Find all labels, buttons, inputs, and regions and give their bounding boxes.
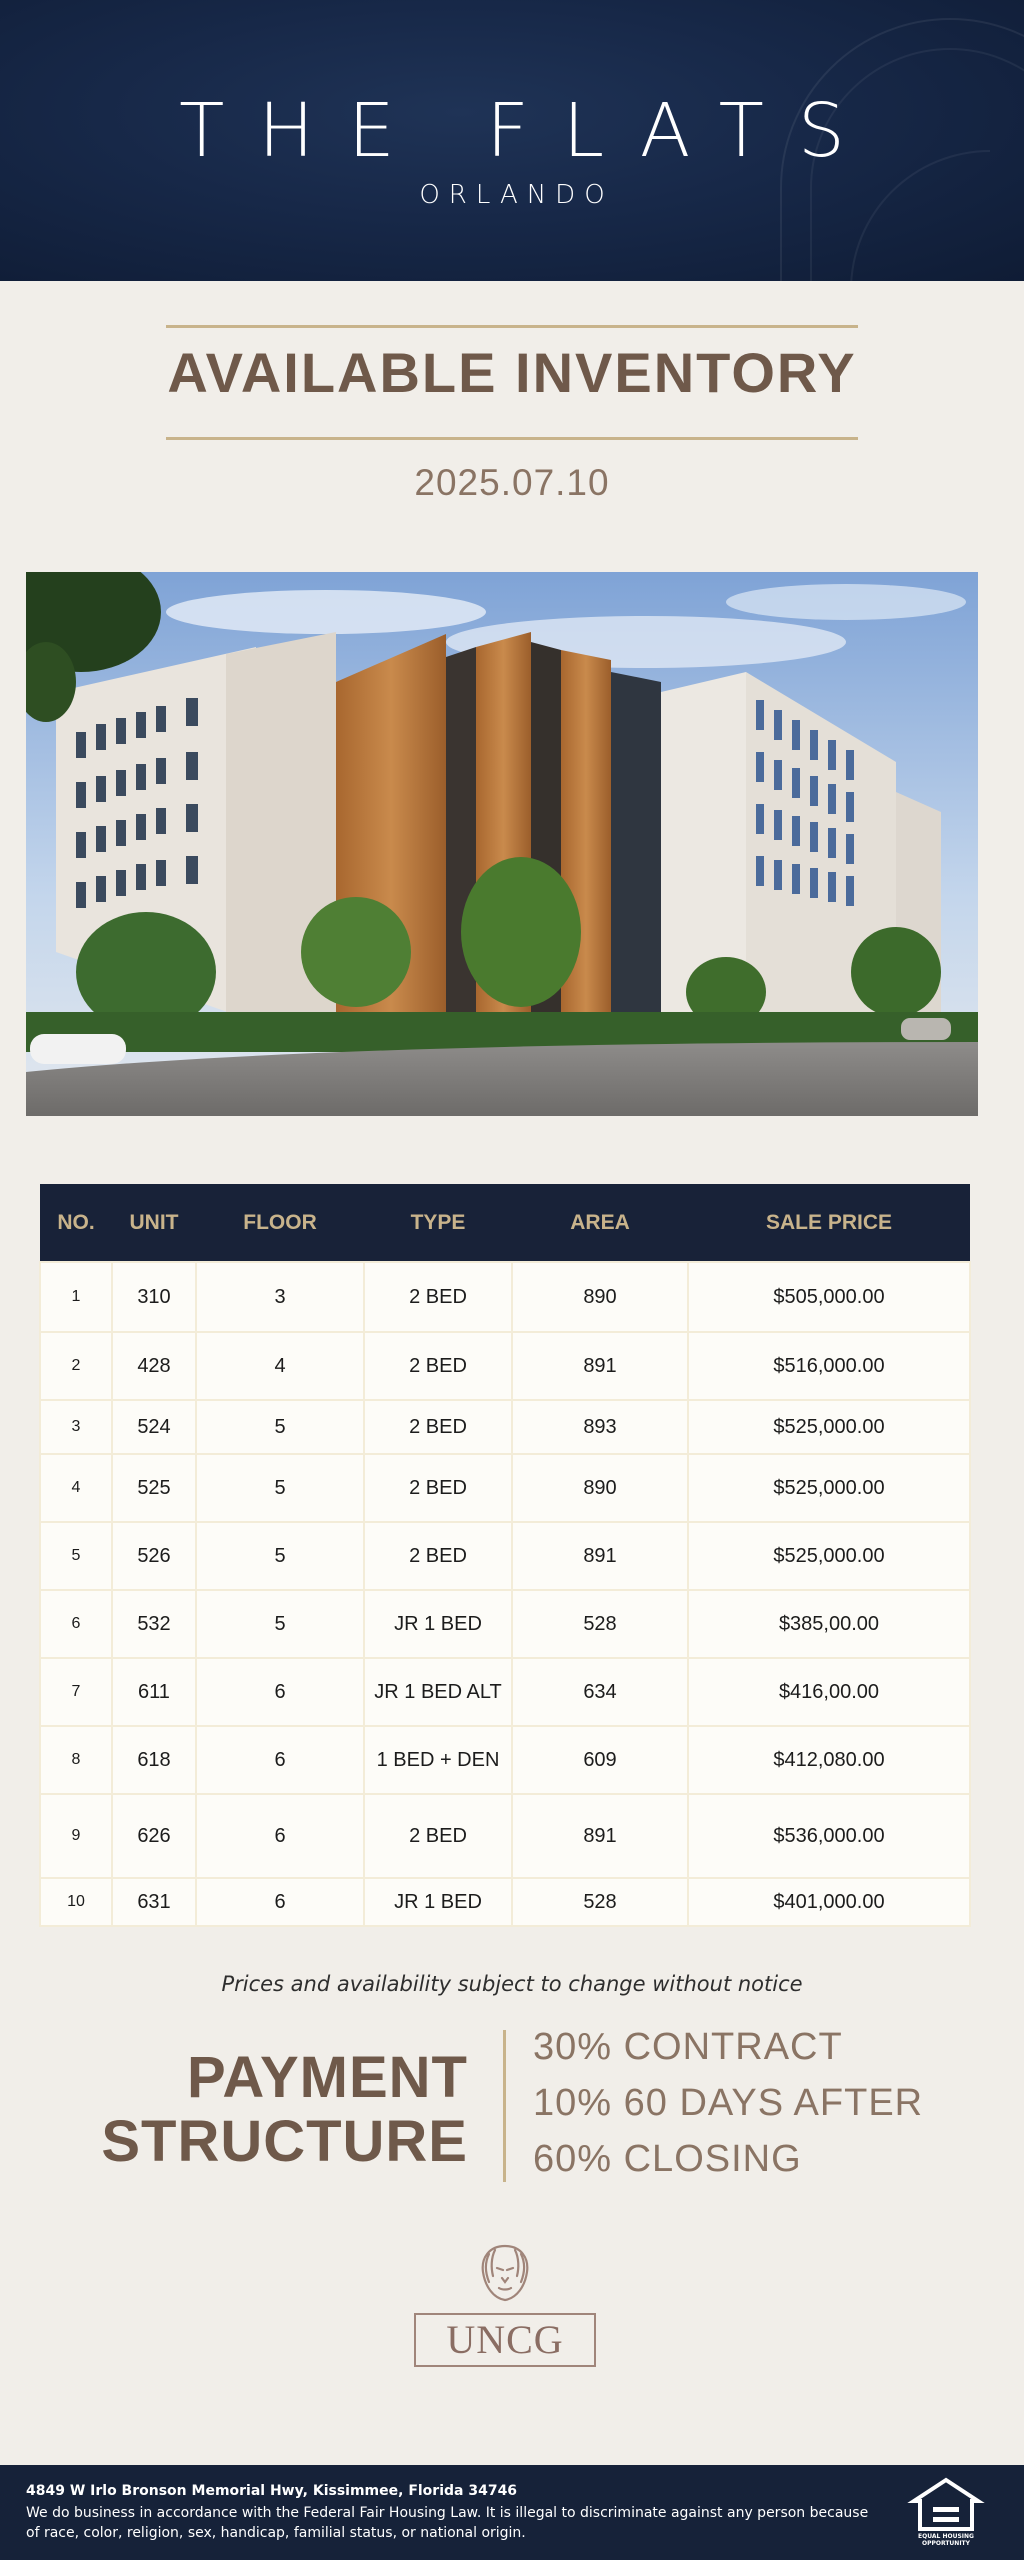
payment-divider — [503, 2030, 506, 2182]
cell-type: JR 1 BED — [364, 1590, 512, 1658]
cell-no: 4 — [40, 1454, 112, 1522]
cell-unit: 524 — [112, 1400, 196, 1454]
cell-type: 2 BED — [364, 1454, 512, 1522]
cell-type: JR 1 BED ALT — [364, 1658, 512, 1726]
header-banner — [0, 0, 1024, 281]
col-header-unit: UNIT — [129, 1210, 179, 1234]
cell-price: $536,000.00 — [688, 1794, 970, 1878]
inventory-title: AVAILABLE INVENTORY — [167, 341, 857, 404]
col-header-area: AREA — [570, 1210, 630, 1234]
uncg-logo — [414, 2313, 596, 2367]
cell-floor: 6 — [196, 1794, 364, 1878]
cell-floor: 3 — [196, 1262, 364, 1332]
cell-price: $516,000.00 — [688, 1332, 970, 1400]
cell-area: 891 — [512, 1332, 688, 1400]
cell-type: 2 BED — [364, 1332, 512, 1400]
table-row — [40, 1878, 970, 1926]
table-row — [40, 1590, 970, 1658]
table-row — [40, 1658, 970, 1726]
inventory-table — [39, 1184, 971, 1927]
cell-type: JR 1 BED — [364, 1878, 512, 1926]
cell-price: $412,080.00 — [688, 1726, 970, 1794]
title-rule-top — [166, 325, 858, 328]
cell-area: 634 — [512, 1658, 688, 1726]
cell-price: $416,00.00 — [688, 1658, 970, 1726]
cell-no: 5 — [40, 1522, 112, 1590]
cell-floor: 4 — [196, 1332, 364, 1400]
cell-price: $525,000.00 — [688, 1400, 970, 1454]
table-row — [40, 1794, 970, 1878]
cell-type: 2 BED — [364, 1794, 512, 1878]
cell-no: 2 — [40, 1332, 112, 1400]
cell-area: 891 — [512, 1522, 688, 1590]
cell-no: 8 — [40, 1726, 112, 1794]
cell-no: 9 — [40, 1794, 112, 1878]
cell-area: 890 — [512, 1262, 688, 1332]
cell-area: 528 — [512, 1878, 688, 1926]
cell-type: 2 BED — [364, 1522, 512, 1590]
cell-price: $505,000.00 — [688, 1262, 970, 1332]
eho-line2: OPPORTUNITY — [921, 2540, 970, 2547]
cell-unit: 525 — [112, 1454, 196, 1522]
inventory-date: 2025.07.10 — [414, 462, 610, 503]
col-header-floor: FLOOR — [243, 1210, 317, 1234]
payment-item-60-days: 10% 60 DAYS AFTER — [533, 2082, 924, 2124]
cell-floor: 6 — [196, 1726, 364, 1794]
equal-housing-logo — [906, 2477, 986, 2551]
cell-price: $525,000.00 — [688, 1522, 970, 1590]
table-row — [40, 1454, 970, 1522]
cell-floor: 5 — [196, 1522, 364, 1590]
building-rendering — [26, 572, 978, 1116]
table-row — [40, 1332, 970, 1400]
cell-no: 6 — [40, 1590, 112, 1658]
uncg-logo-text: UNCG — [446, 2317, 564, 2362]
cell-price: $401,000.00 — [688, 1878, 970, 1926]
cell-area: 609 — [512, 1726, 688, 1794]
cell-price: $385,00.00 — [688, 1590, 970, 1658]
cell-no: 3 — [40, 1400, 112, 1454]
table-row — [40, 1400, 970, 1454]
cell-unit: 618 — [112, 1726, 196, 1794]
payment-structure-title — [40, 2046, 468, 2174]
cell-no: 10 — [40, 1878, 112, 1926]
payment-item-closing: 60% CLOSING — [533, 2138, 802, 2180]
cell-no: 1 — [40, 1262, 112, 1332]
cell-no: 7 — [40, 1658, 112, 1726]
table-row — [40, 1522, 970, 1590]
cell-unit: 526 — [112, 1522, 196, 1590]
cell-type: 2 BED — [364, 1262, 512, 1332]
cell-type: 1 BED + DEN — [364, 1726, 512, 1794]
cell-floor: 5 — [196, 1590, 364, 1658]
col-header-no: NO. — [57, 1210, 95, 1234]
footer-address: 4849 W Irlo Bronson Memorial Hwy, Kissimmee, Florida 34746 — [26, 2483, 518, 2499]
fair-housing-statement: We do business in accordance with the Federal Fair Housing Law. It is illegal to discriminate against any person because of race, color, religion, sex, handicap, familial status, or national origin. — [26, 2505, 869, 2541]
cell-area: 890 — [512, 1454, 688, 1522]
cell-unit: 532 — [112, 1590, 196, 1658]
payment-title-line1: PAYMENT — [187, 2045, 468, 2110]
cell-unit: 428 — [112, 1332, 196, 1400]
cell-area: 893 — [512, 1400, 688, 1454]
payment-item-contract: 30% CONTRACT — [533, 2026, 843, 2068]
cell-floor: 6 — [196, 1878, 364, 1926]
cell-unit: 631 — [112, 1878, 196, 1926]
eho-line1: EQUAL HOUSING — [918, 2533, 974, 2540]
title-rule-bottom — [166, 437, 858, 440]
lion-logo-icon — [475, 2242, 535, 2304]
cell-type: 2 BED — [364, 1400, 512, 1454]
equal-housing-label — [906, 2533, 986, 2547]
cell-price: $525,000.00 — [688, 1454, 970, 1522]
col-header-sale-price: SALE PRICE — [765, 1210, 893, 1234]
cell-area: 891 — [512, 1794, 688, 1878]
cell-unit: 310 — [112, 1262, 196, 1332]
brand-title: THE FLATS — [179, 88, 879, 174]
col-header-type: TYPE — [410, 1210, 466, 1234]
brand-subtitle: ORLANDO — [419, 180, 614, 210]
table-row — [40, 1726, 970, 1794]
cell-floor: 5 — [196, 1400, 364, 1454]
equal-housing-house-icon — [906, 2477, 986, 2533]
cell-area: 528 — [512, 1590, 688, 1658]
cell-floor: 5 — [196, 1454, 364, 1522]
table-row — [40, 1262, 970, 1332]
pricing-disclaimer: Prices and availability subject to change without notice — [221, 1972, 803, 1996]
cell-unit: 611 — [112, 1658, 196, 1726]
payment-title-line2: STRUCTURE — [101, 2109, 468, 2174]
footer — [0, 2465, 1024, 2560]
cell-floor: 6 — [196, 1658, 364, 1726]
table-header-row — [40, 1184, 970, 1262]
cell-unit: 626 — [112, 1794, 196, 1878]
